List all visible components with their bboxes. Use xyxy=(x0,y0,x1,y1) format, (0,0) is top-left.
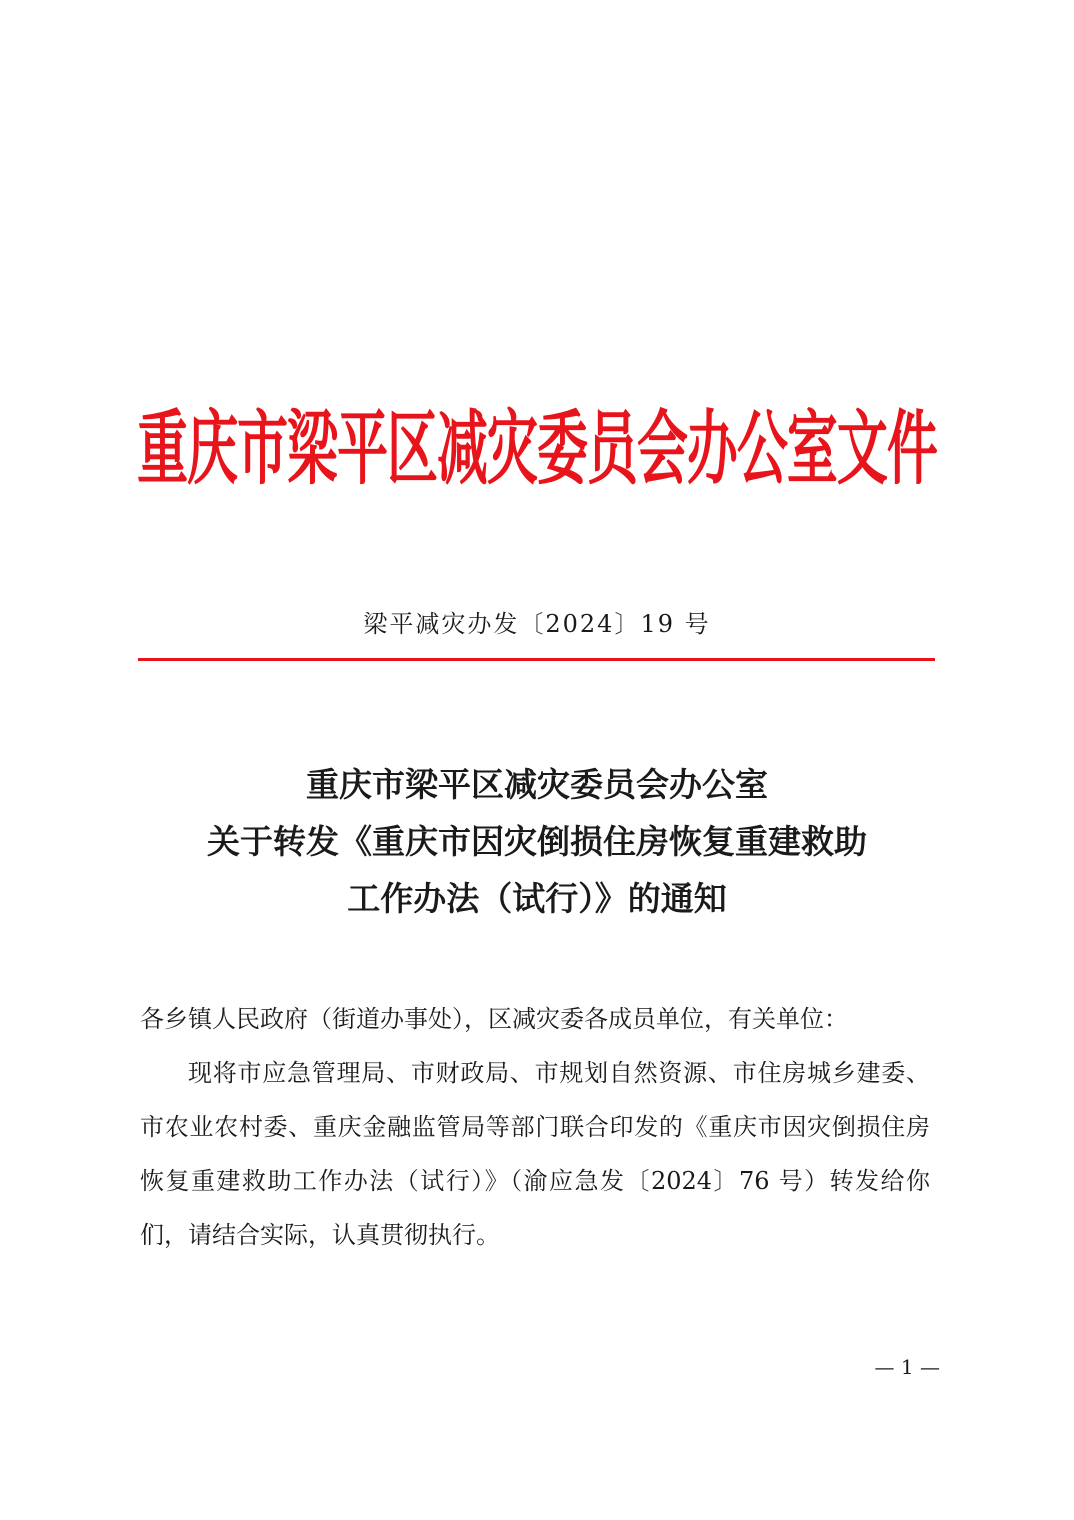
body-paragraph: 现将市应急管理局、市财政局、市规划自然资源、市住房城乡建委、市农业农村委、重庆金融监管局等部门联合印发的《重庆市因灾倒损住房恢复重建救助工作办法（试行）》（渝应急发〔2024〕76 号）转发给你们，请结合实际，认真贯彻执行。 xyxy=(140,1059,930,1249)
document-body xyxy=(140,992,930,1262)
title-line-2: 关于转发《重庆市因灾倒损住房恢复重建救助 xyxy=(207,822,867,861)
document-title xyxy=(100,756,974,927)
salutation: 各乡镇人民政府（街道办事处），区减灾委各成员单位，有关单位： xyxy=(140,1005,848,1033)
document-number: 梁平减灾办发〔2024〕19 号 xyxy=(363,610,711,638)
red-divider-line xyxy=(138,658,935,661)
title-line-3: 工作办法（试行）》的通知 xyxy=(347,879,727,918)
page-number: — 1 — xyxy=(874,1355,940,1379)
issuer-red-header: 重庆市梁平区减灾委员会办公室文件 xyxy=(137,403,937,497)
title-line-1: 重庆市梁平区减灾委员会办公室 xyxy=(306,765,768,804)
